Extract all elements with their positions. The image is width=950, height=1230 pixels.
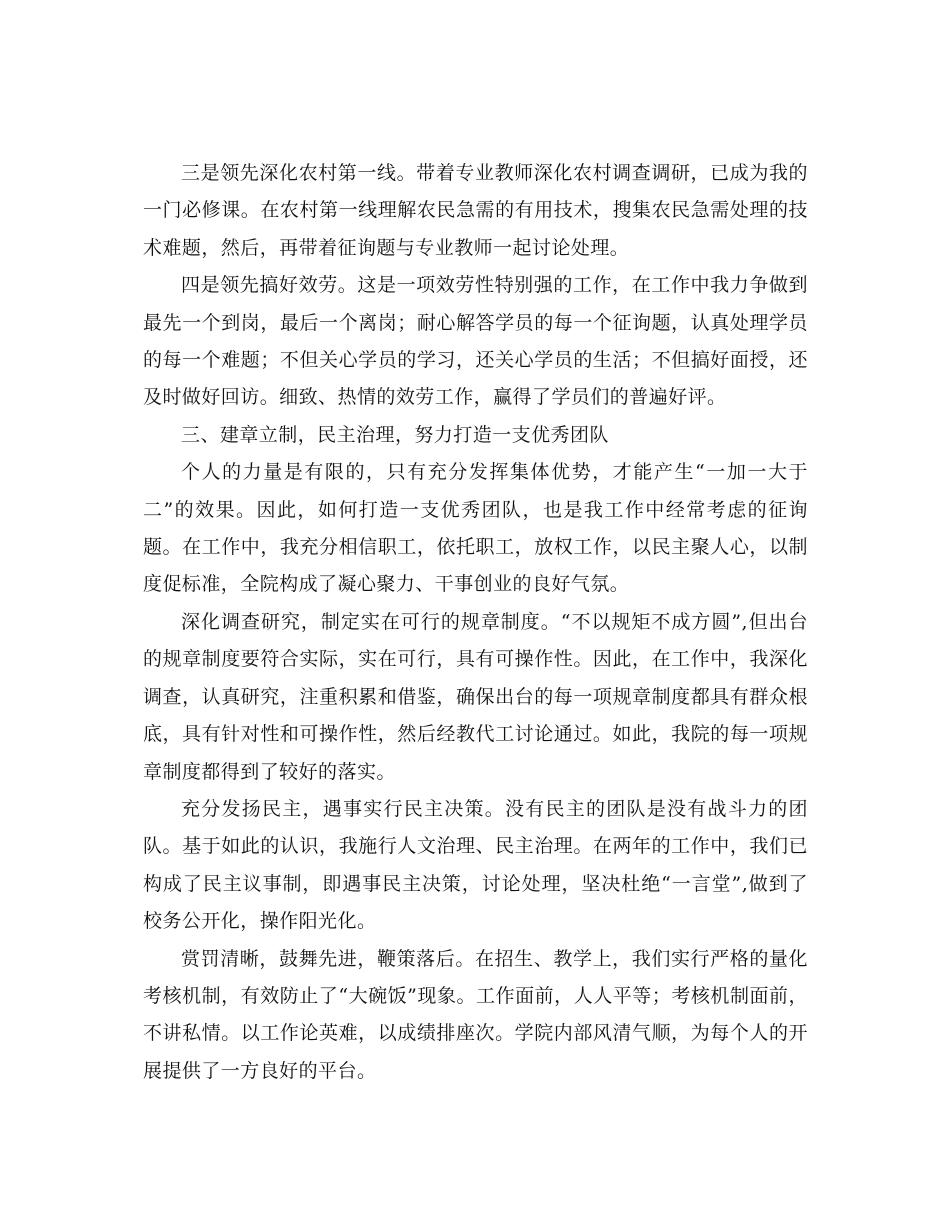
document-body bbox=[143, 155, 808, 1090]
paragraph-3: 个人的力量是有限的，只有充分发挥集体优势，才能产生“一加一大于二”的效果。因此，如何打造一支优秀团队，也是我工作中经常考虑的征询题。在工作中，我充分相信职工，依托职工，放权工作，以民主聚人心，以制度促标准，全院构成了凝心聚力、干事创业的良好气氛。 bbox=[143, 461, 808, 596]
paragraph-5: 充分发扬民主，遇事实行民主决策。没有民主的团队是没有战斗力的团队。基于如此的认识，我施行人文治理、民主治理。在两年的工作中，我们已构成了民主议事制，即遇事民主决策，讨论处理，坚决杜绝“一言堂”,做到了校务公开化，操作阳光化。 bbox=[143, 797, 808, 933]
section-heading: 三、建章立制，民主治理，努力打造一支优秀团队 bbox=[181, 423, 609, 446]
paragraph-4: 深化调查研究，制定实在可行的规章制度。“不以规矩不成方圆”,但出台的规章制度要符合实际，实在可行，具有可操作性。因此，在工作中，我深化调查，认真研究，注重积累和借鉴，确保出台的每一项规章制度都具有群众根底，具有针对性和可操作性，然后经教代工讨论通过。如此，我院的每一项规章制度都得到了较好的落实。 bbox=[143, 610, 808, 783]
paragraph-1: 三是领先深化农村第一线。带着专业教师深化农村调查调研，已成为我的一门必修课。在农村第一线理解农民急需的有用技术，搜集农民急需处理的技术难题，然后，再带着征询题与专业教师一起讨论处理。 bbox=[143, 162, 808, 259]
paragraph-2: 四是领先搞好效劳。这是一项效劳性特别强的工作，在工作中我力争做到最先一个到岗，最后一个离岗；耐心解答学员的每一个征询题，认真处理学员的每一个难题；不但关心学员的学习，还关心学员的生活；不但搞好面授，还及时做好回访。细致、热情的效劳工作，赢得了学员们的普遍好评。 bbox=[143, 274, 808, 409]
paragraph-6: 赏罚清晰，鼓舞先进，鞭策落后。在招生、教学上，我们实行严格的量化考核机制，有效防止了“大碗饭”现象。工作面前，人人平等；考核机制面前，不讲私情。以工作论英难，以成绩排座次。学院内部风清气顺，为每个人的开展提供了一方良好的平台。 bbox=[143, 947, 808, 1082]
